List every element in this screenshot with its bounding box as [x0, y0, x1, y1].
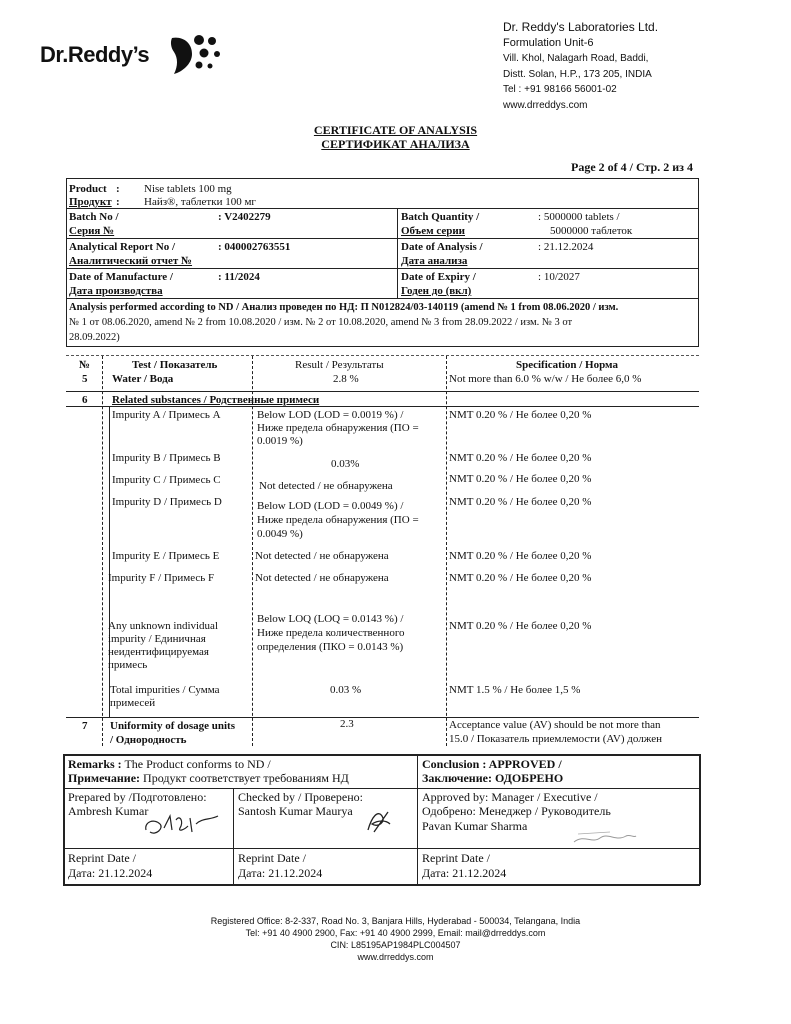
reprint-label-2: Reprint Date / [238, 851, 306, 865]
impurity-a-result-1: Below LOD (LOD = 0.0019 %) / [257, 409, 404, 421]
row5-test: Water / Вода [112, 373, 174, 385]
impurity-a-spec: NMT 0.20 % / Не более 0,20 % [449, 409, 592, 421]
row5-no: 5 [82, 373, 88, 385]
reprint-label-1: Reprint Date / [68, 851, 136, 865]
row7-no: 7 [82, 720, 88, 732]
total-impurities-name-2: примесей [110, 697, 156, 709]
page-number: Page 2 of 4 / Стр. 2 из 4 [571, 160, 693, 174]
col-header-test: Test / Показатель [132, 359, 218, 371]
logo-dots-icon [168, 32, 224, 76]
mfg-date-value: : 11/2024 [218, 271, 260, 283]
total-impurities-result: 0.03 % [330, 684, 362, 696]
registered-office-line2: Tel: +91 40 4900 2900, Fax: +91 40 4900 2999, Email: mail@drreddys.com [245, 928, 546, 938]
analysis-basis-line1: Analysis performed according to ND / Анализ проведен по НД: П N012824/03-140119 (amend № 1 from 08.06.2020 / изм. [69, 302, 619, 313]
checked-by-label: Checked by / Проверено: [238, 790, 363, 804]
expiry-date-value: : 10/2027 [538, 271, 580, 283]
impurity-e-name: Impurity E / Примесь E [112, 550, 220, 562]
batch-no-value: : V2402279 [218, 211, 271, 223]
unknown-impurity-name-4: примесь [108, 659, 148, 671]
analysis-basis-line3: 28.09.2022) [69, 332, 120, 343]
row7-spec-1: Acceptance value (AV) should be not more than [449, 719, 661, 731]
product-value-ru: Найз®, таблетки 100 мг [144, 196, 256, 208]
impurity-e-result: Not detected / не обнаружена [255, 550, 389, 562]
impurity-b-spec: NMT 0.20 % / Не более 0,20 % [449, 452, 592, 464]
product-label-ru: Продукт : [69, 196, 120, 208]
col-header-no: № [79, 359, 91, 371]
batch-qty-value-ru: 5000000 таблеток [550, 225, 633, 237]
company-web: www.drreddys.com [503, 99, 588, 111]
batch-no-label-ru: Серия № [69, 225, 115, 237]
registered-office-line4: www.drreddys.com [357, 952, 434, 962]
report-label-ru: Аналитический отчет № [69, 255, 193, 267]
impurity-d-name: Impurity D / Примесь D [112, 496, 222, 508]
company-logo-text: Dr.Reddy’s [40, 42, 150, 67]
unknown-impurity-result-2: Ниже предела количественного [257, 627, 405, 639]
batch-qty-label-ru: Объем серии [401, 225, 466, 237]
product-label: Product : [69, 183, 120, 195]
impurity-d-spec: NMT 0.20 % / Не более 0,20 % [449, 496, 592, 508]
remarks-line-ru: Примечание: Продукт соответствует требованиям НД [68, 771, 349, 785]
conclusion-ru: Заключение: ОДОБРЕНО [422, 771, 564, 785]
row5-spec: Not more than 6.0 % w/w / Не более 6,0 % [449, 373, 642, 385]
impurity-d-result-2: Ниже предела обнаружения (ПО = [257, 514, 419, 526]
impurity-a-result-2: Ниже предела обнаружения (ПО = [257, 422, 419, 434]
impurity-d-result-3: 0.0049 %) [257, 528, 303, 540]
analysis-date-value: : 21.12.2024 [538, 241, 594, 253]
expiry-date-label-ru: Годен до (вкл) [401, 285, 472, 297]
impurity-d-result-1: Below LOD (LOD = 0.0049 %) / [257, 500, 404, 512]
impurity-b-result: 0.03% [331, 458, 360, 470]
reprint-date-2: Дата: 21.12.2024 [238, 866, 323, 880]
col-header-spec: Specification / Норма [516, 359, 618, 371]
impurity-a-result-3: 0.0019 %) [257, 435, 303, 447]
row6-title: Related substances / Родственные примеси [112, 394, 320, 406]
approved-by-name: Pavan Kumar Sharma [422, 819, 528, 833]
report-value: : 040002763551 [218, 241, 291, 253]
expiry-date-label: Date of Expiry / [401, 271, 476, 283]
registered-office-block [0, 915, 791, 963]
company-address-line2: Distt. Solan, H.P., 173 205, INDIA [503, 68, 652, 80]
title-english: CERTIFICATE OF ANALYSIS [313, 123, 478, 137]
reprint-label-3: Reprint Date / [422, 851, 490, 865]
registered-office-line1: Registered Office: 8-2-337, Road No. 3, Banjara Hills, Hyderabad - 500034, Telangana, India [210, 916, 581, 926]
impurity-f-name: Impurity F / Примесь F [108, 572, 215, 584]
title-russian: СЕРТИФИКАТ АНАЛИЗА [321, 137, 470, 151]
report-label: Analytical Report No / [69, 241, 176, 253]
approved-signature-icon [570, 826, 640, 848]
reprint-date-3: Дата: 21.12.2024 [422, 866, 507, 880]
remarks-line-en: Remarks : The Product conforms to ND / [68, 757, 271, 771]
impurity-e-spec: NMT 0.20 % / Не более 0,20 % [449, 550, 592, 562]
batch-no-label: Batch No / [69, 211, 119, 223]
impurity-a-name: Impurity A / Примесь A [112, 409, 221, 421]
batch-qty-value: : 5000000 tablets / [538, 211, 620, 223]
unknown-impurity-name-2: impurity / Единичная [108, 633, 206, 645]
prepared-by-name: Ambresh Kumar [68, 804, 149, 818]
row7-result: 2.3 [340, 718, 354, 730]
row5-result: 2.8 % [333, 373, 359, 385]
mfg-date-label: Date of Manufacture / [69, 271, 173, 283]
approved-by-label-2: Одобрено: Менеджер / Руководитель [422, 804, 611, 818]
analysis-date-label-ru: Дата анализа [401, 255, 468, 267]
approved-by-label-1: Approved by: Manager / Executive / [422, 790, 598, 804]
impurity-f-result: Not detected / не обнаружена [255, 572, 389, 584]
unknown-impurity-result-3: определения (ПКО = 0.0143 %) [257, 641, 404, 653]
row7-test-1: Uniformity of dosage units [110, 720, 235, 732]
row6-no: 6 [82, 394, 88, 406]
conclusion-en: Conclusion : APPROVED / [422, 757, 562, 771]
company-address-line1: Vill. Khol, Nalagarh Road, Baddi, [503, 53, 649, 64]
company-name: Dr. Reddy's Laboratories Ltd. [503, 20, 659, 34]
total-impurities-name-1: Total impurities / Сумма [110, 684, 220, 696]
impurity-c-result: Not detected / не обнаружена [259, 480, 393, 492]
prepared-by-label: Prepared by /Подготовлено: [68, 790, 207, 804]
total-impurities-spec: NMT 1.5 % / Не более 1,5 % [449, 684, 581, 696]
prepared-signature-icon [140, 808, 225, 838]
impurity-c-name: Impurity C / Примесь C [112, 474, 221, 486]
unknown-impurity-name-1: Any unknown individual [108, 620, 218, 632]
checked-signature-icon [364, 806, 394, 834]
product-value: Nise tablets 100 mg [144, 183, 232, 195]
unknown-impurity-result-1: Below LOQ (LOQ = 0.0143 %) / [257, 613, 404, 625]
unknown-impurity-spec: NMT 0.20 % / Не более 0,20 % [449, 620, 592, 632]
registered-office-line3: CIN: L85195AP1984PLC004507 [330, 940, 461, 950]
row7-test-2: / Однородность [110, 734, 187, 746]
analysis-date-label: Date of Analysis / [401, 241, 483, 253]
checked-by-name: Santosh Kumar Maurya [238, 804, 353, 818]
company-unit: Formulation Unit-6 [503, 36, 594, 49]
company-phone: Tel : +91 98166 56001-02 [503, 84, 617, 95]
company-address-block [503, 20, 658, 113]
mfg-date-label-ru: Дата производства [69, 285, 163, 297]
batch-qty-label: Batch Quantity / [401, 211, 480, 223]
impurity-b-name: Impurity B / Примесь B [112, 452, 221, 464]
impurity-c-spec: NMT 0.20 % / Не более 0,20 % [449, 473, 592, 485]
impurity-f-spec: NMT 0.20 % / Не более 0,20 % [449, 572, 592, 584]
reprint-date-1: Дата: 21.12.2024 [68, 866, 153, 880]
analysis-basis-line2: № 1 от 08.06.2020, amend № 2 from 10.08.2020 / изм. № 2 от 10.08.2020, amend № 3 from 28.09.2022 / изм. № 3 от [69, 317, 573, 328]
col-header-result: Result / Результаты [295, 359, 384, 371]
row7-spec-2: 15.0 / Показатель приемлемости (AV) должен [449, 733, 662, 745]
unknown-impurity-name-3: неидентифицируемая [108, 646, 209, 658]
